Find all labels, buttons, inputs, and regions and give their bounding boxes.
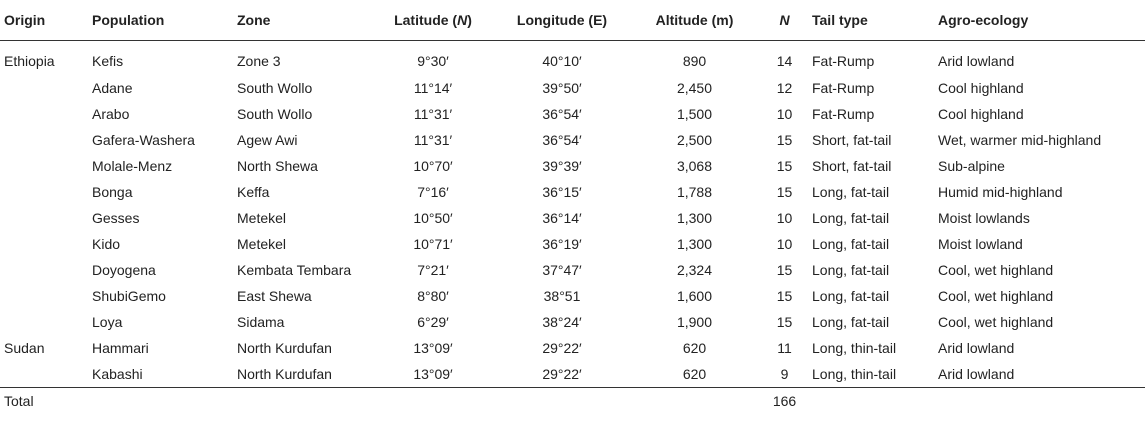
header-latitude-n: N	[457, 12, 468, 28]
cell-zone: North Shewa	[237, 158, 318, 174]
table-row	[0, 231, 1145, 257]
cell-tail-type: Long, fat-tail	[812, 184, 890, 200]
cell-origin	[0, 309, 92, 335]
cell-population: Gafera-Washera	[92, 132, 195, 148]
cell-n: 11	[777, 340, 792, 356]
header-longitude: Longitude (E)	[492, 0, 632, 41]
cell-n: 15	[776, 288, 793, 304]
table-row	[0, 153, 1145, 179]
cell-n: 10	[776, 106, 793, 122]
total-empty-cell	[938, 388, 1145, 415]
cell-latitude: 11°14′	[413, 80, 453, 96]
cell-tail-type: Fat-Rump	[812, 80, 875, 96]
cell-longitude: 36°54′	[542, 132, 582, 148]
cell-tail-type: Long, thin-tail	[812, 366, 897, 382]
table-row	[0, 335, 1145, 361]
total-n: 166	[757, 388, 812, 415]
cell-longitude: 39°50′	[542, 80, 582, 96]
cell-n: 15	[776, 184, 793, 200]
cell-altitude: 1,300	[676, 210, 713, 226]
table-header	[0, 0, 1145, 41]
cell-latitude: 13°09′	[413, 366, 453, 382]
cell-agro-ecology: Sub-alpine	[938, 158, 1005, 174]
cell-altitude: 1,788	[676, 184, 713, 200]
header-altitude: Altitude (m)	[632, 0, 757, 41]
cell-altitude: 620	[682, 366, 707, 382]
cell-altitude: 1,900	[676, 314, 713, 330]
header-latitude	[374, 0, 492, 41]
cell-population: Molale-Menz	[92, 158, 173, 174]
cell-tail-type: Fat-Rump	[812, 106, 875, 122]
table-row	[0, 179, 1145, 205]
total-empty-cell	[92, 388, 237, 415]
cell-origin	[0, 153, 92, 179]
cell-zone: Metekel	[237, 210, 287, 226]
cell-longitude: 39°39′	[542, 158, 582, 174]
header-row	[0, 0, 1145, 41]
table-row	[0, 75, 1145, 101]
header-latitude-prefix: Latitude (	[394, 12, 458, 28]
cell-altitude: 3,068	[676, 158, 713, 174]
cell-n: 12	[776, 80, 793, 96]
cell-altitude: 2,500	[676, 132, 713, 148]
cell-agro-ecology: Arid lowland	[938, 366, 1015, 382]
cell-latitude: 10°50′	[413, 210, 453, 226]
cell-population: ShubiGemo	[92, 288, 166, 304]
cell-n: 15	[776, 314, 793, 330]
cell-agro-ecology: Moist lowland	[938, 236, 1023, 252]
cell-zone: Metekel	[237, 236, 287, 252]
cell-tail-type: Long, fat-tail	[812, 314, 890, 330]
cell-n: 10	[776, 210, 793, 226]
cell-zone: Agew Awi	[237, 132, 298, 148]
total-empty-cell	[237, 388, 374, 415]
cell-zone: South Wollo	[237, 80, 313, 96]
cell-population: Arabo	[92, 106, 130, 122]
cell-n: 15	[776, 262, 793, 278]
cell-origin	[0, 101, 92, 127]
header-zone: Zone	[237, 0, 374, 41]
cell-agro-ecology: Cool highland	[938, 80, 1024, 96]
cell-longitude: 29°22′	[542, 366, 582, 382]
cell-origin	[0, 205, 92, 231]
cell-latitude: 6°29′	[417, 314, 449, 330]
cell-population: Kido	[92, 236, 121, 252]
cell-latitude: 9°30′	[417, 53, 449, 69]
cell-origin: Sudan	[4, 340, 45, 356]
cell-agro-ecology: Cool, wet highland	[938, 262, 1054, 278]
cell-agro-ecology: Moist lowlands	[938, 210, 1030, 226]
cell-latitude: 7°21′	[417, 262, 449, 278]
cell-population: Hammari	[92, 340, 149, 356]
cell-tail-type: Long, fat-tail	[812, 262, 890, 278]
total-empty-cell	[812, 388, 938, 415]
cell-tail-type: Long, fat-tail	[812, 236, 890, 252]
cell-zone: Kembata Tembara	[237, 262, 352, 278]
cell-agro-ecology: Arid lowland	[938, 340, 1015, 356]
cell-tail-type: Long, fat-tail	[812, 288, 890, 304]
table-footer	[0, 388, 1145, 415]
table-row	[0, 205, 1145, 231]
cell-altitude: 2,450	[676, 80, 713, 96]
cell-altitude: 890	[682, 53, 707, 69]
cell-longitude: 29°22′	[542, 340, 582, 356]
cell-zone: South Wollo	[237, 106, 313, 122]
cell-origin	[0, 231, 92, 257]
cell-population: Adane	[92, 80, 133, 96]
cell-population: Bonga	[92, 184, 133, 200]
cell-n: 10	[776, 236, 793, 252]
table-row	[0, 283, 1145, 309]
cell-origin	[0, 257, 92, 283]
table-row	[0, 309, 1145, 335]
cell-zone: North Kurdufan	[237, 340, 332, 356]
cell-agro-ecology: Cool, wet highland	[938, 314, 1054, 330]
cell-tail-type: Short, fat-tail	[812, 132, 892, 148]
cell-longitude: 38°24′	[542, 314, 582, 330]
cell-tail-type: Short, fat-tail	[812, 158, 892, 174]
cell-longitude: 38°51	[543, 288, 581, 304]
header-latitude-suffix: )	[467, 12, 472, 28]
cell-agro-ecology: Arid lowland	[938, 53, 1015, 69]
cell-agro-ecology: Cool, wet highland	[938, 288, 1054, 304]
header-tail-type: Tail type	[812, 0, 938, 41]
cell-altitude: 620	[682, 340, 707, 356]
cell-longitude: 36°19′	[542, 236, 582, 252]
cell-origin	[0, 361, 92, 388]
header-population: Population	[92, 0, 237, 41]
cell-longitude: 37°47′	[542, 262, 582, 278]
cell-zone: East Shewa	[237, 288, 312, 304]
cell-tail-type: Long, fat-tail	[812, 210, 890, 226]
cell-population: Doyogena	[92, 262, 156, 278]
cell-population: Kefis	[92, 53, 124, 69]
cell-agro-ecology: Humid mid-highland	[938, 184, 1063, 200]
cell-longitude: 40°10′	[542, 53, 582, 69]
table-body	[0, 41, 1145, 388]
cell-n: 9	[780, 366, 789, 382]
table-row	[0, 361, 1145, 388]
cell-altitude: 1,600	[676, 288, 713, 304]
total-row	[0, 388, 1145, 415]
cell-agro-ecology: Cool highland	[938, 106, 1024, 122]
cell-altitude: 1,500	[676, 106, 713, 122]
cell-latitude: 8°80′	[417, 288, 449, 304]
cell-agro-ecology: Wet, warmer mid-highland	[938, 132, 1102, 148]
cell-population: Loya	[92, 314, 123, 330]
total-label: Total	[0, 388, 92, 415]
cell-tail-type: Long, thin-tail	[812, 340, 897, 356]
total-empty-cell	[374, 388, 492, 415]
cell-origin	[0, 75, 92, 101]
cell-origin	[0, 283, 92, 309]
cell-n: 14	[776, 53, 793, 69]
cell-latitude: 10°71′	[413, 236, 453, 252]
table-row	[0, 257, 1145, 283]
cell-longitude: 36°14′	[542, 210, 582, 226]
cell-altitude: 2,324	[676, 262, 713, 278]
table-row	[0, 127, 1145, 153]
cell-origin	[0, 179, 92, 205]
cell-latitude: 10°70′	[413, 158, 453, 174]
cell-n: 15	[776, 132, 793, 148]
total-empty-cell	[492, 388, 632, 415]
cell-n: 15	[776, 158, 793, 174]
cell-altitude: 1,300	[676, 236, 713, 252]
cell-population: Kabashi	[92, 366, 143, 382]
total-empty-cell	[632, 388, 757, 415]
cell-latitude: 11°31′	[413, 132, 453, 148]
cell-zone: Keffa	[237, 184, 270, 200]
cell-origin: Ethiopia	[4, 53, 55, 69]
cell-tail-type: Fat-Rump	[812, 53, 875, 69]
header-origin: Origin	[0, 0, 92, 41]
cell-latitude: 11°31′	[413, 106, 453, 122]
cell-population: Gesses	[92, 210, 140, 226]
cell-longitude: 36°54′	[542, 106, 582, 122]
cell-zone: North Kurdufan	[237, 366, 332, 382]
cell-longitude: 36°15′	[542, 184, 582, 200]
table-row	[0, 101, 1145, 127]
table-row	[0, 41, 1145, 76]
cell-origin	[0, 127, 92, 153]
cell-zone: Sidama	[237, 314, 285, 330]
header-n: N	[757, 0, 812, 41]
cell-latitude: 13°09′	[413, 340, 453, 356]
cell-zone: Zone 3	[237, 53, 281, 69]
header-agro-ecology: Agro-ecology	[938, 0, 1145, 41]
cell-latitude: 7°16′	[417, 184, 449, 200]
